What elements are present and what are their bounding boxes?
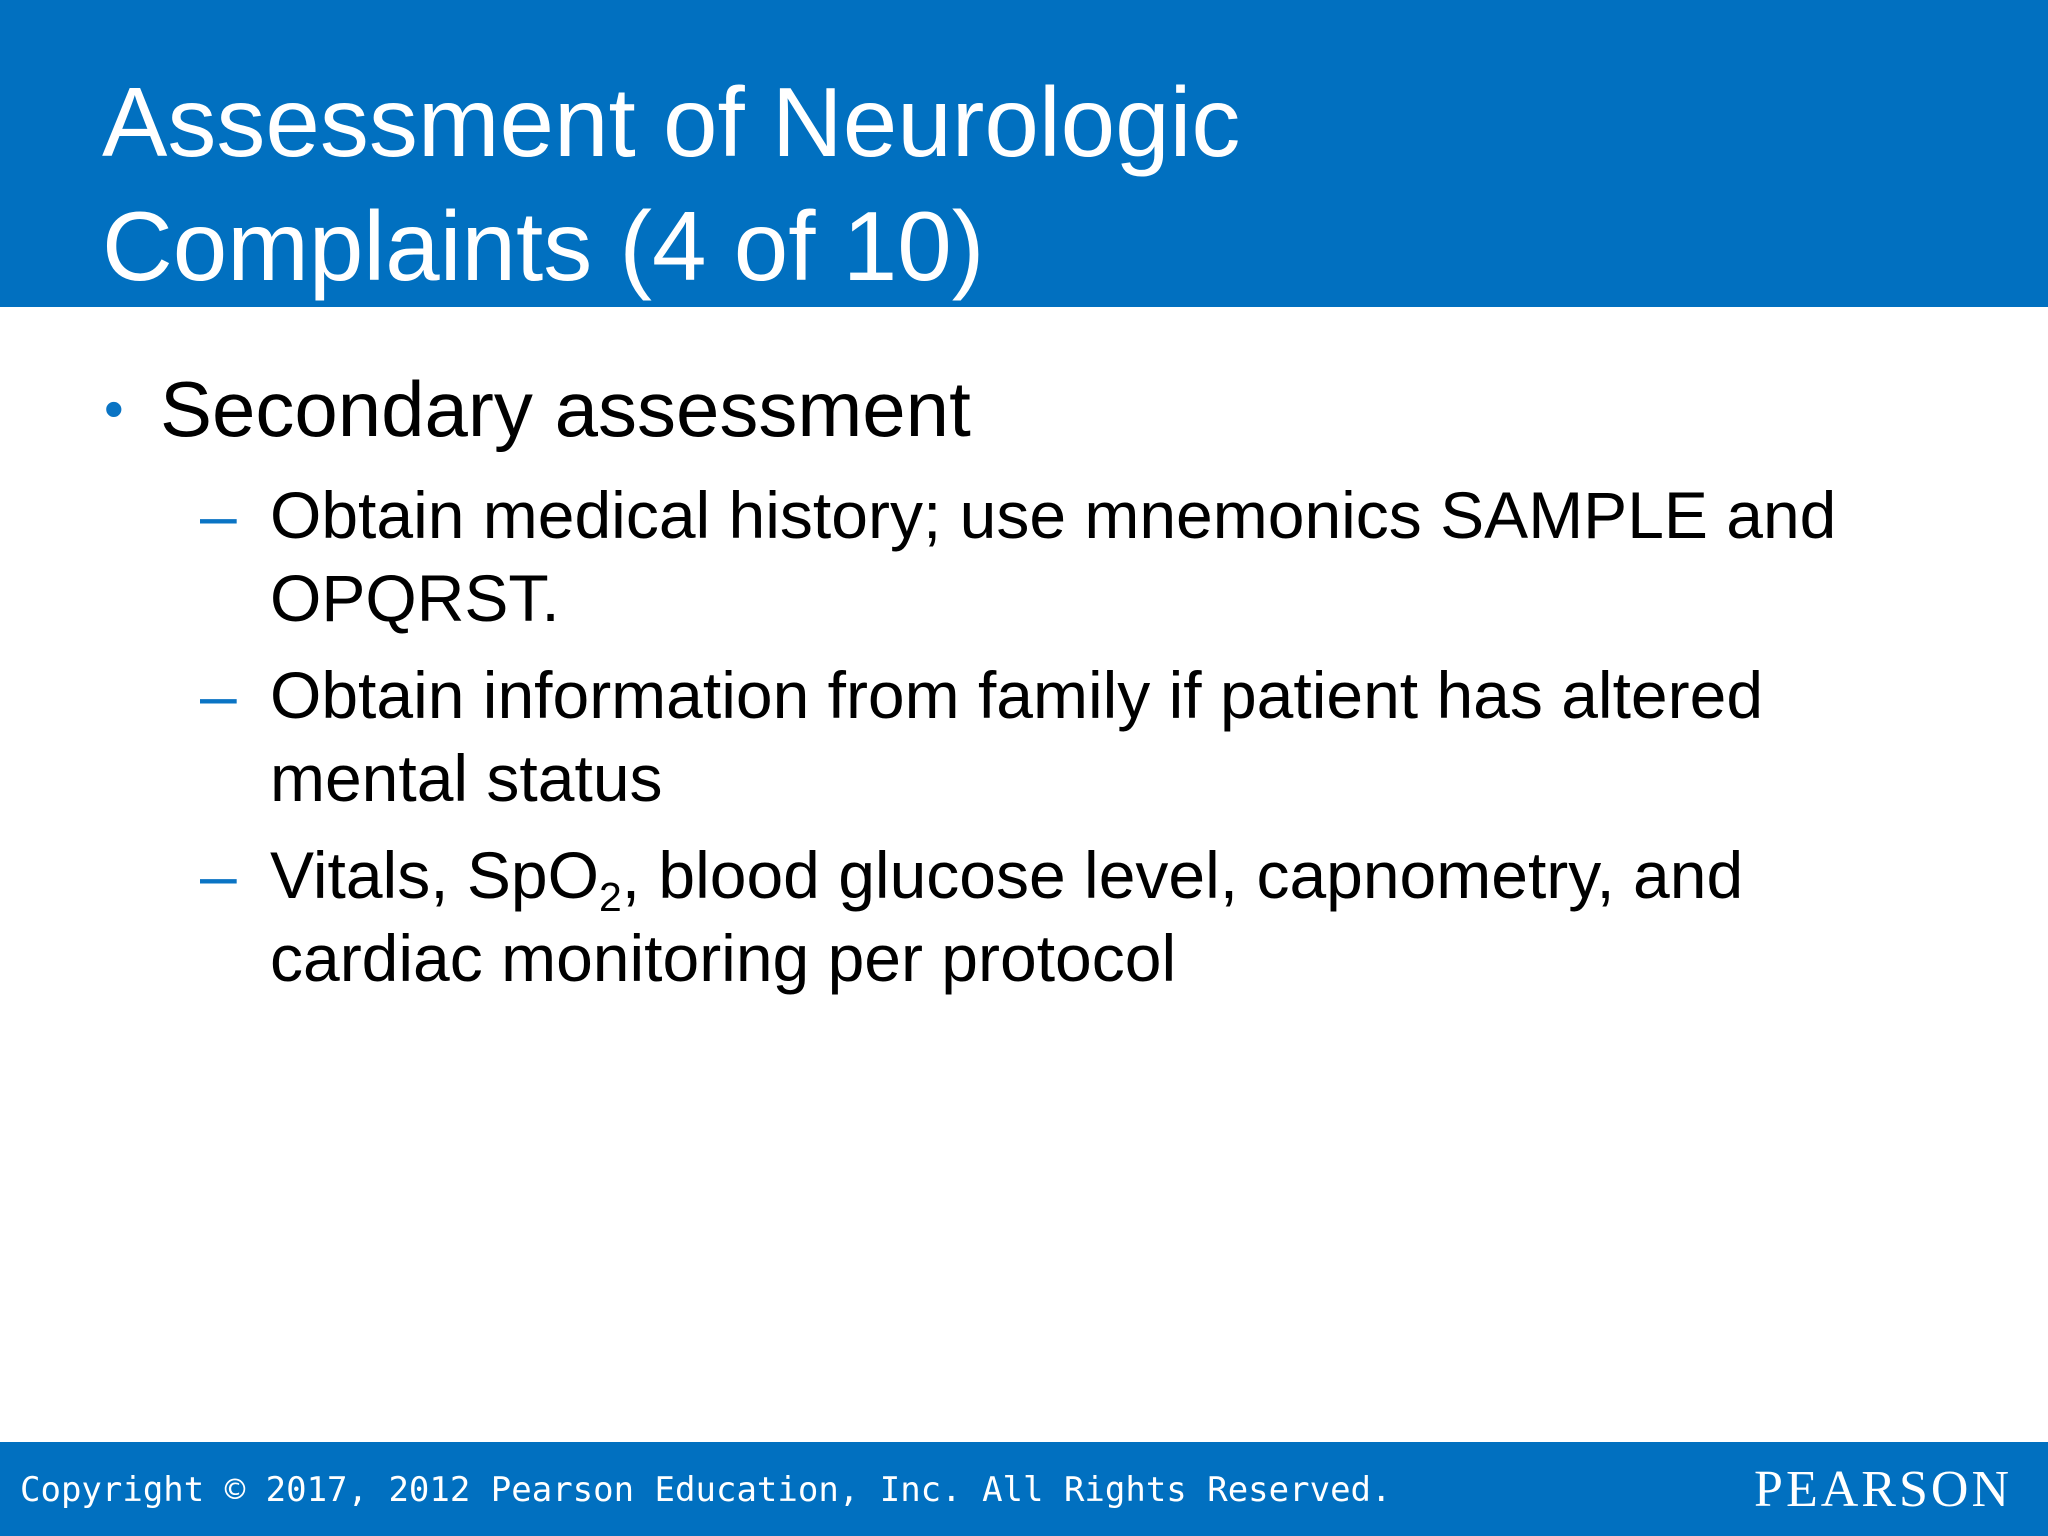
subbullet-text-post: , blood glucose level, capnometry, and cardiac monitoring per protocol — [270, 838, 1744, 995]
bullet-dot-icon: • — [104, 377, 124, 440]
subbullet-text-pre: Vitals, SpO — [270, 838, 599, 912]
dash-icon: – — [200, 658, 237, 732]
subbullet-text: Obtain medical history; use mnemonics SAMPLE and OPQRST. — [270, 478, 1837, 635]
title-bar — [0, 0, 2048, 307]
dash-icon: – — [200, 838, 237, 912]
pearson-logo: PEARSON — [1754, 1461, 2012, 1518]
subbullet-medical-history — [200, 474, 1920, 640]
footer-bar — [0, 1442, 2048, 1536]
subbullet-family-information — [200, 654, 1920, 820]
subbullet-text: Obtain information from family if patient has altered mental status — [270, 658, 1764, 815]
subbullet-text — [270, 834, 1920, 1000]
dash-icon: – — [200, 478, 237, 552]
slide-title-line-1: Assessment of Neurologic — [102, 67, 1241, 177]
copyright-text: Copyright © 2017, 2012 Pearson Education, Inc. All Rights Reserved. — [20, 1470, 1392, 1510]
subbullet-vitals — [200, 834, 1920, 1000]
subscript-two: 2 — [598, 874, 622, 921]
slide-title — [102, 60, 1952, 308]
slide-title-line-2: Complaints (4 of 10) — [102, 191, 985, 301]
bullet-text: Secondary assessment — [160, 365, 971, 453]
